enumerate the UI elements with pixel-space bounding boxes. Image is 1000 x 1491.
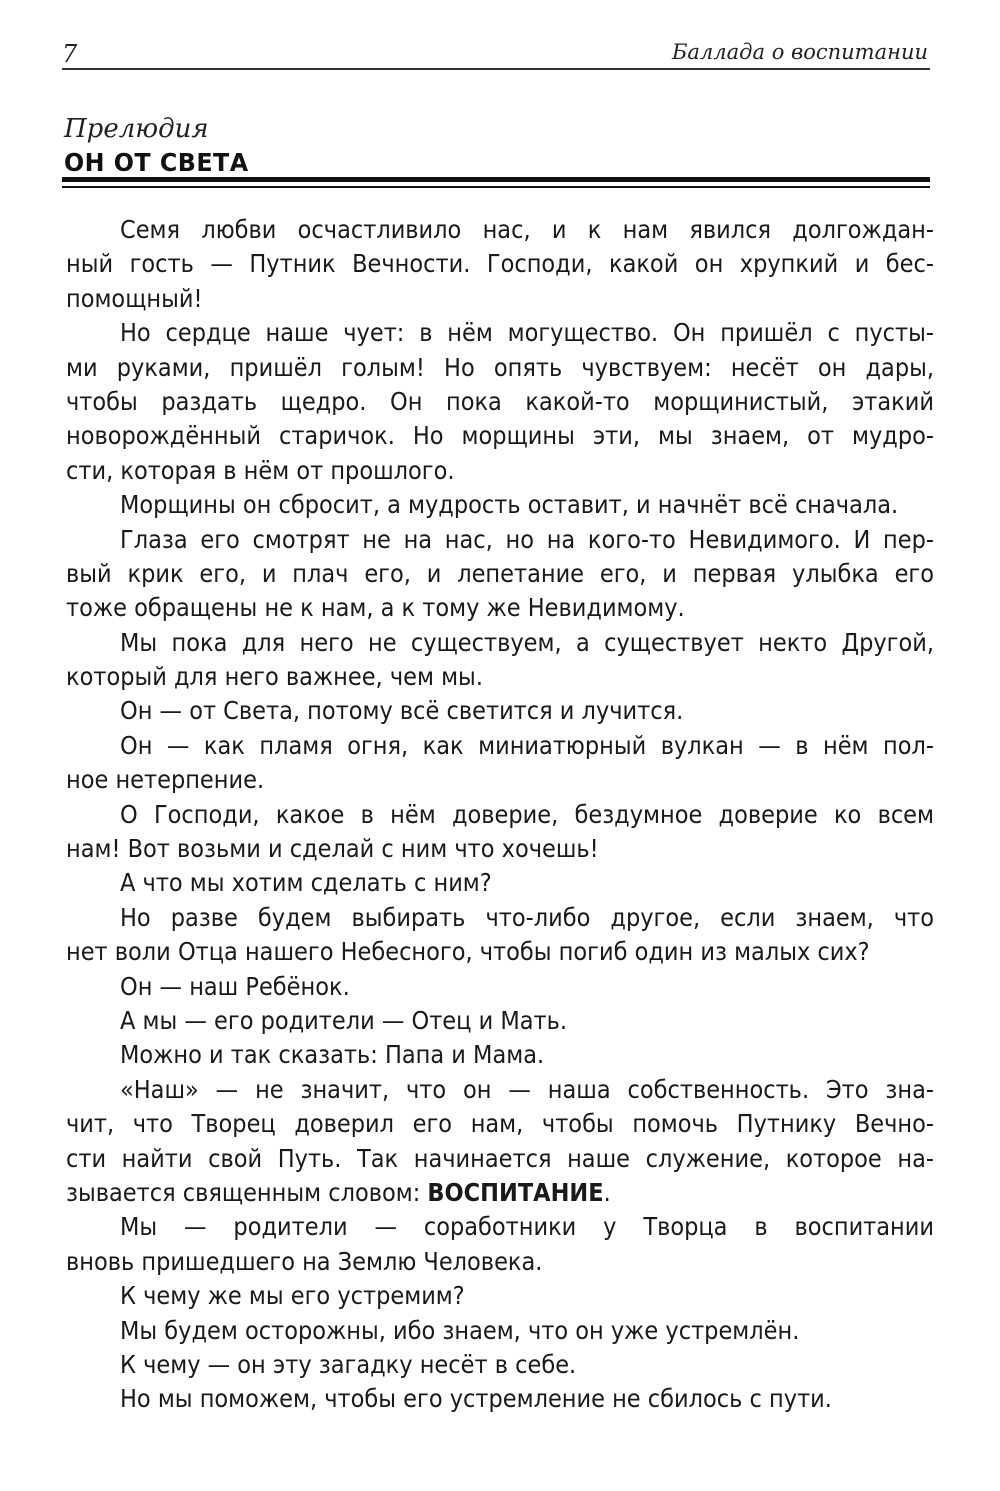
paragraph	[66, 626, 934, 695]
line-text: Мы пока для него не существуем, а существует некто Другой,	[120, 627, 934, 657]
paragraph	[66, 1004, 934, 1038]
text-line	[66, 213, 934, 247]
text-line	[66, 523, 934, 557]
text-line	[66, 1348, 934, 1382]
text-line	[66, 591, 934, 625]
line-text: Но сердце наше чует: в нём могущество. Он пришёл с пусты-	[120, 318, 934, 348]
line-text: сти найти свой Путь. Так начинается наше служение, которое на-	[66, 1143, 934, 1173]
paragraph	[66, 488, 934, 522]
line-text: Он — как пламя огня, как миниатюрный вулкан — в нём пол-	[120, 730, 934, 760]
paragraph	[66, 1038, 934, 1072]
line-text: Можно и так сказать: Папа и Мама.	[120, 1040, 545, 1070]
chapter-label: Прелюдия	[64, 114, 209, 144]
header-rule	[62, 68, 930, 70]
line-text: Глаза его смотрят не на нас, но на кого-то Невидимого. И пер-	[120, 524, 934, 554]
line-text: нам! Вот возьми и сделай с ним что хочешь!	[66, 834, 599, 864]
line-text: Семя любви осчастливило нас, и к нам явился долгождан-	[120, 215, 934, 244]
line-text: Мы будем осторожны, ибо знаем, что он уже устремлён.	[120, 1315, 800, 1345]
chapter-title: ОН ОТ СВЕТА	[64, 148, 249, 177]
text-line	[66, 1314, 934, 1348]
text-line	[66, 282, 934, 316]
text-line	[66, 1107, 934, 1141]
text-line	[66, 316, 934, 350]
line-text: новорождённый старичок. Но морщины эти, мы знаем, от мудро-	[66, 421, 934, 451]
title-rule-thin	[62, 186, 930, 188]
line-text: ное нетерпение.	[66, 765, 265, 795]
line-text: Он — от Света, потому всё светится и лучится.	[120, 696, 684, 726]
text-line	[66, 1004, 934, 1038]
text-line	[66, 901, 934, 935]
text-line	[66, 419, 934, 453]
line-text: К чему — он эту загадку несёт в себе.	[120, 1349, 577, 1379]
text-line	[66, 1210, 934, 1244]
page-header	[62, 38, 930, 70]
title-rule	[62, 177, 930, 188]
line-text: «Наш» — не значит, что он — наша собственность. Это зна-	[120, 1074, 934, 1104]
paragraph	[66, 694, 934, 728]
text-line	[66, 454, 934, 488]
line-text: нет воли Отца нашего Небесного, чтобы погиб один из малых сих?	[66, 937, 870, 967]
paragraph	[66, 901, 934, 970]
line-text: ный гость — Путник Вечности. Господи, какой он хрупкий и бес-	[66, 249, 934, 279]
line-text: помощный!	[66, 283, 203, 313]
text-line	[66, 1176, 934, 1210]
paragraph	[66, 866, 934, 900]
line-text: А что мы хотим сделать с ним?	[120, 868, 492, 898]
paragraph	[66, 523, 934, 626]
text-line	[66, 660, 934, 694]
line-text: чит, что Творец доверил его нам, чтобы помочь Путнику Вечно-	[66, 1109, 934, 1139]
text-line	[66, 694, 934, 728]
text-line	[66, 832, 934, 866]
paragraph	[66, 1314, 934, 1348]
text-line	[66, 385, 934, 419]
text-line	[66, 866, 934, 900]
line-text: К чему же мы его устремим?	[120, 1281, 465, 1311]
text-line	[66, 247, 934, 281]
line-text: О Господи, какое в нём доверие, бездумное доверие ко всем	[120, 799, 934, 829]
emphasis-word: ВОСПИТАНИЕ	[427, 1177, 604, 1207]
line-text: зывается священным словом:	[66, 1177, 428, 1207]
line-text: ми руками, пришёл голым! Но опять чувствуем: несёт он дары,	[66, 352, 934, 382]
line-text: .	[603, 1177, 611, 1207]
text-line	[66, 1142, 934, 1176]
line-text: Морщины он сбросит, а мудрость оставит, и начнёт всё сначала.	[120, 490, 899, 520]
line-text: тоже обращены не к нам, а к тому же Невидимому.	[66, 593, 685, 623]
paragraph	[66, 970, 934, 1004]
line-text: сти, которая в нём от прошлого.	[66, 455, 455, 485]
page-number: 7	[62, 40, 78, 68]
text-line	[66, 488, 934, 522]
paragraph	[66, 798, 934, 867]
paragraph	[66, 213, 934, 316]
line-text: вновь пришедшего на Землю Человека.	[66, 1246, 543, 1276]
text-line	[66, 1038, 934, 1072]
text-line	[66, 935, 934, 969]
paragraph	[66, 1348, 934, 1382]
paragraph	[66, 729, 934, 798]
running-title: Баллада о воспитании	[671, 40, 928, 64]
paragraph	[66, 1382, 934, 1416]
text-line	[66, 1073, 934, 1107]
line-text: Он — наш Ребёнок.	[120, 971, 350, 1001]
paragraph	[66, 1279, 934, 1313]
line-text: Мы — родители — соработники у Творца в воспитании	[120, 1212, 934, 1242]
line-text: А мы — его родители — Отец и Мать.	[120, 1005, 568, 1035]
text-line	[66, 626, 934, 660]
line-text: Но мы поможем, чтобы его устремление не сбилось с пути.	[120, 1384, 832, 1414]
text-line	[66, 798, 934, 832]
text-line	[66, 351, 934, 385]
line-text: чтобы раздать щедро. Он пока какой-то морщинистый, этакий	[66, 386, 934, 416]
text-line	[66, 729, 934, 763]
text-line	[66, 763, 934, 797]
text-line	[66, 1245, 934, 1279]
body-text	[66, 213, 934, 1417]
line-text: который для него важнее, чем мы.	[66, 662, 483, 692]
text-line	[66, 970, 934, 1004]
line-text: Но разве будем выбирать что-либо другое, если знаем, что	[120, 902, 934, 932]
line-text: вый крик его, и плач его, и лепетание его, и первая улыбка его	[66, 558, 934, 588]
text-line	[66, 1279, 934, 1313]
text-line	[66, 557, 934, 591]
paragraph	[66, 1210, 934, 1279]
paragraph	[66, 1073, 934, 1211]
title-rule-thick	[62, 177, 930, 182]
text-line	[66, 1382, 934, 1416]
paragraph	[66, 316, 934, 488]
